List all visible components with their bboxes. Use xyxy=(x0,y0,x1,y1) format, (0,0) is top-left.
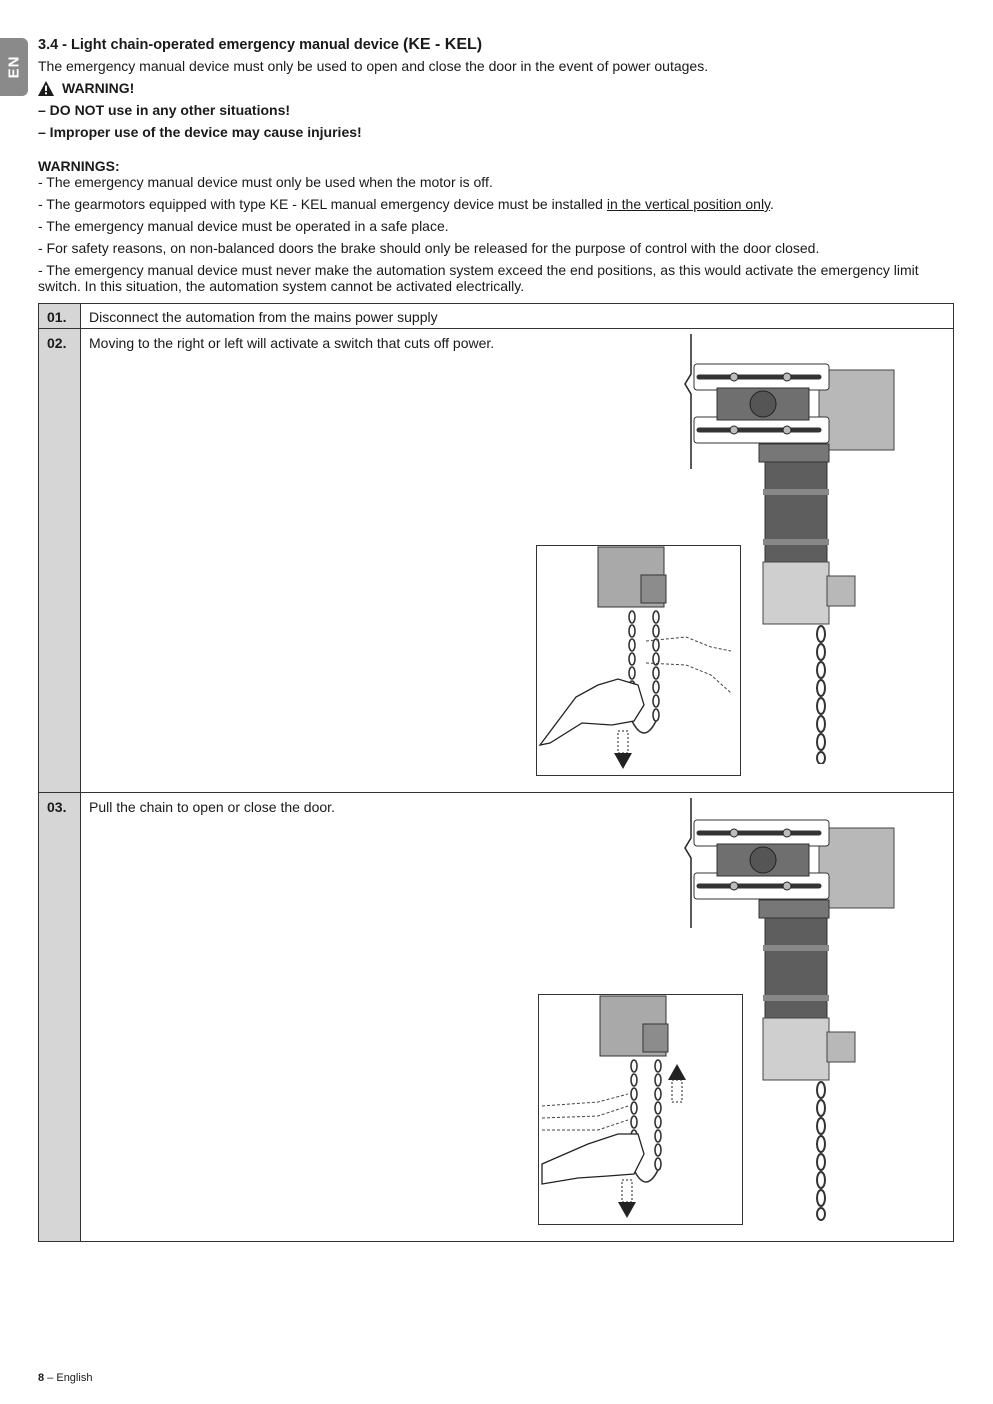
section-title xyxy=(38,36,956,54)
section-intro: The emergency manual device must only be used to open and close the door in the event of power outages. xyxy=(38,58,709,74)
hand-chain-inset-illustration xyxy=(536,545,741,776)
page-footer xyxy=(38,1372,92,1384)
language-label: EN xyxy=(5,55,23,79)
warnings-item: - The emergency manual device must only be used when the motor is off. xyxy=(38,174,493,190)
step-text: Pull the chain to open or close the door. xyxy=(89,799,335,815)
warning-line: – DO NOT use in any other situations! xyxy=(38,102,291,118)
warnings-item xyxy=(38,196,956,212)
step-number: 01. xyxy=(47,309,67,325)
warnings-item: - The emergency manual device must be operated in a safe place. xyxy=(38,218,449,234)
warnings-title: WARNINGS: xyxy=(38,158,120,174)
section-content xyxy=(38,36,956,300)
step-row xyxy=(39,329,953,793)
step-row xyxy=(39,304,953,329)
warnings-item-underlined: in the vertical position only xyxy=(606,196,771,212)
hand-chain-inset-illustration xyxy=(538,994,743,1225)
warning-heading xyxy=(38,80,956,97)
step-number: 02. xyxy=(47,335,67,351)
step-row xyxy=(39,793,953,1241)
warnings-item: - The emergency manual device must never make the automation system exceed the end positions, as this would activate the emergency limit switch. In this situation, the automation system cannot be activated electrically. xyxy=(38,262,919,294)
section-title-code: (KE - KEL) xyxy=(403,36,483,53)
language-tab xyxy=(0,38,28,96)
footer-language: – English xyxy=(44,1372,93,1384)
step-text: Moving to the right or left will activate a switch that cuts off power. xyxy=(89,335,495,351)
section-title-main: 3.4 - Light chain-operated emergency manual device xyxy=(38,37,399,53)
steps-table xyxy=(38,303,954,1242)
warnings-item: - For safety reasons, on non-balanced doors the brake should only be released for the purpose of control with the door closed. xyxy=(38,240,820,256)
warnings-item-text: - The gearmotors equipped with type KE - KEL manual emergency device must be installed xyxy=(38,196,607,212)
page-number: 8 xyxy=(38,1372,45,1384)
warning-triangle-icon xyxy=(38,81,54,96)
warning-label: WARNING! xyxy=(62,80,135,96)
warnings-item-end: . xyxy=(770,196,774,212)
step-number: 03. xyxy=(47,799,67,815)
step-text: Disconnect the automation from the mains power supply xyxy=(89,309,438,325)
warning-line: – Improper use of the device may cause injuries! xyxy=(38,124,362,140)
